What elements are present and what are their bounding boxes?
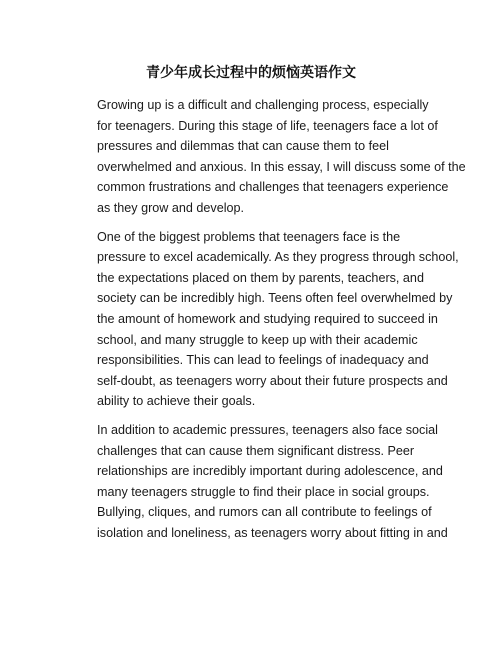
text-line: society can be incredibly high. Teens often feel overwhelmed by	[97, 291, 453, 306]
document-body	[72, 95, 466, 551]
text-line: One of the biggest problems that teenagers face is the	[97, 229, 401, 244]
paragraph-2	[72, 227, 459, 412]
text-line: the expectations placed on them by parents, teachers, and	[97, 270, 424, 285]
text-line: isolation and loneliness, as teenagers worry about fitting in and	[97, 525, 448, 540]
paragraph-1	[72, 95, 466, 219]
text-line: school, and many struggle to keep up with their academic	[97, 332, 418, 347]
text-line: self-doubt, as teenagers worry about their future prospects and	[97, 373, 448, 388]
text-line: as they grow and develop.	[97, 200, 245, 215]
text-line: pressures and dilemmas that can cause them to feel	[97, 139, 389, 154]
document-title: 青少年成长过程中的烦恼英语作文	[146, 65, 356, 81]
text-line: challenges that can cause them significant distress. Peer	[97, 443, 415, 458]
text-line: pressure to excel academically. As they progress through school,	[97, 250, 459, 265]
text-line: for teenagers. During this stage of life, teenagers face a lot of	[97, 118, 438, 133]
text-line: common frustrations and challenges that teenagers experience	[97, 180, 449, 195]
text-line: In addition to academic pressures, teenagers also face social	[97, 422, 438, 437]
text-line: responsibilities. This can lead to feelings of inadequacy and	[97, 353, 429, 368]
text-line: ability to achieve their goals.	[97, 394, 256, 409]
text-line: relationships are incredibly important during adolescence, and	[97, 464, 443, 479]
text-line: Growing up is a difficult and challenging process, especially	[97, 98, 429, 112]
text-line: many teenagers struggle to find their place in social groups.	[97, 484, 430, 499]
text-line: overwhelmed and anxious. In this essay, I will discuss some of the	[97, 159, 466, 174]
text-line: Bullying, cliques, and rumors can all contribute to feelings of	[97, 505, 432, 520]
paragraph-3	[72, 420, 448, 544]
text-line: the amount of homework and studying required to succeed in	[97, 311, 438, 326]
